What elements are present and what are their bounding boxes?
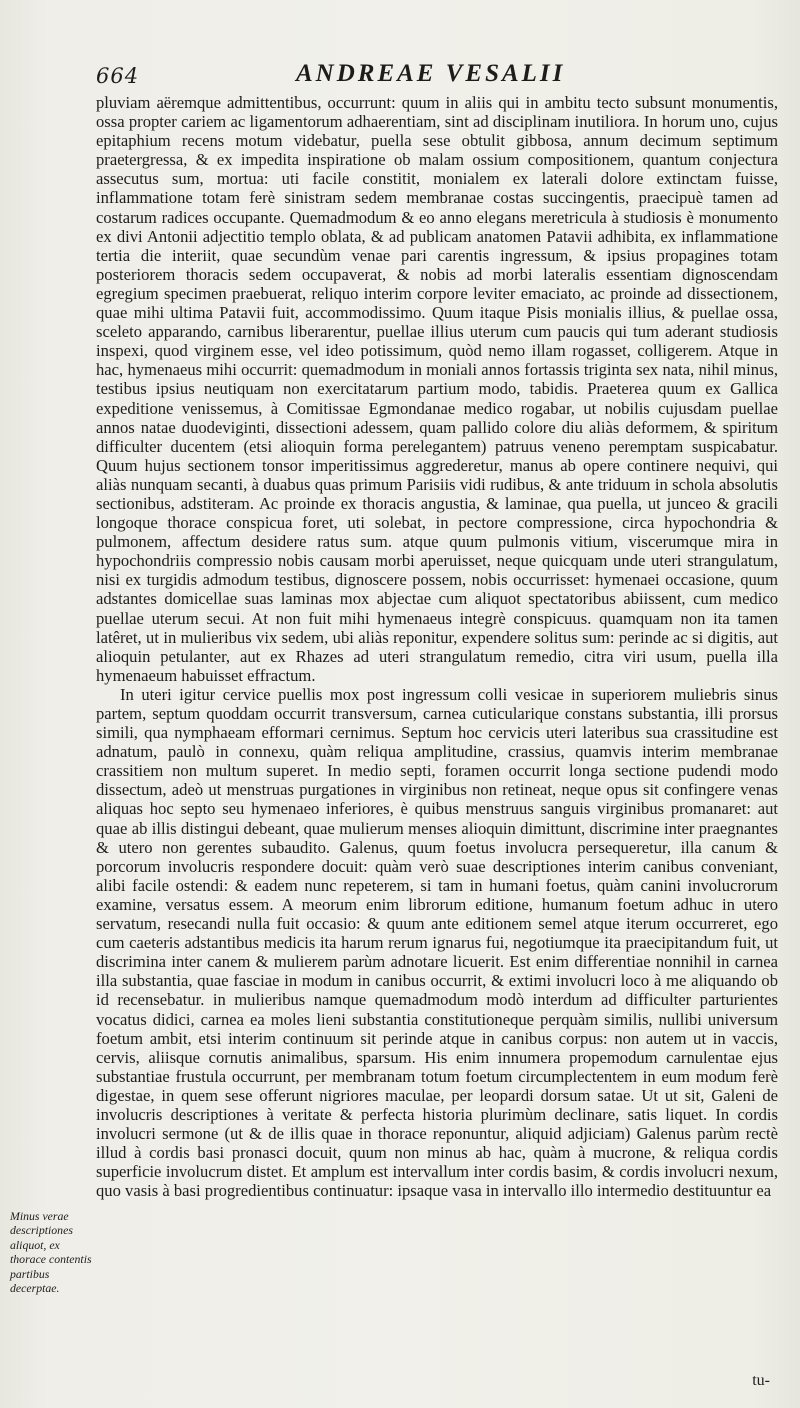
- marginal-note: Minus verae descriptiones aliquot, ex thorace contentis partibus decerptae.: [10, 1209, 92, 1296]
- catchword: tu-: [752, 1372, 770, 1389]
- running-title: ANDREAE VESALII: [296, 60, 566, 87]
- body-text: [96, 93, 778, 1200]
- paragraph-2: In uteri igitur cervice puellis mox post ingressum colli vesicae in superiorem muliebris sinus partem, septum quoddam occurrit transversum, carnea cuticularique constans substantia, illi prorsus simili, qua nymphaeam efformari cernimus. Septum hoc cervicis uteri lateribus sua crassitudine est adnatum, paulò in connexu, quàm reliqua amplitudine, crassius, quamvis interim membranae crassitiem non multum superet. In medio septi, foramen occurrit longa sectione pudendi modo dissectum, adeò ut menstruas purgationes in virginibus non retineat, neque opus sit confingere venas aliquas hoc septo seu hymenaeo inferiores, è quibus menstruus sanguis virginibus promanaret: aut quae ab illis distingui debeant, quae mulierum menses alioquin dimittunt, discrimine inter praegnantes & utero non gerentes subaudito. Galenus, quum foetus involucra persequeretur, illa canum & porcorum involucris respondere docuit: quàm verò suae descriptiones interim canibus conveniant, alibi facile ostendi: & eadem nunc repeterem, si tam in humani foetus, quàm canini involucrorum examine, versatus essem. A meorum enim librorum editione, humanum foetum adhuc in utero servatum, resecandi nulla fuit occasio: & quum ante editionem semel atque iterum occurreret, ego cum caeteris adstantibus medicis ita harum rerum ignarus fui, negotiumque ita praecipitandum fuit, ut discrimina inter canem & mulierem parùm adnotare licuerit. Est enim differentiae nonnihil in carnea illa substantia, quae fasciae in modum in canibus occurrit, & extimi involucri loco à me aliquando ob id recensebatur. in mulieribus namque quemadmodum modò interdum ad difficulter parturientes vocatus didici, carnea ea moles lieni substantia constitutioneque perquàm similis, nullibi universum foetum ambit, etsi interim continuum sit perinde atque in canibus corpus: non autem ut in vaccis, cervis, aliisque cornutis animalibus, sparsum. His enim innumera propemodum carnulentae ejus substantiae frustula occurrunt, per membranam totum foetum circumplectentem in eum modum ferè digestae, in quem sese offerunt nigriores maculae, per leopardi dorsum satae. Ut ut sit, Galeni de involucris descriptiones à veritate & perfecta historia plurimùm declinare, satis liquet. In cordis involucri sermone (ut & de illis quae in thorace reponuntur, aliquid adjiciam) Galenus parùm rectè illud à cordis basi pronasci docuit, quum non minus ab hac, quàm à mucrone, & reliqua cordis superficie involucrum distet. Et amplum est intervallum inter cordis basim, & cordis involucri nexum, quo vasis à basi progredientibus continuatur: ipsaque vasa in intervallo illo intermedio destituuntur ea: [96, 684, 778, 1201]
- page-number: 664: [96, 64, 140, 88]
- paragraph-1: pluviam aëremque admittentibus, occurrunt: quum in aliis qui in ambitu tecto subsunt monumentis, ossa propter cariem ac ligamentorum adhaerentiam, sint ad disciplinam inutiliora. In horum uno, cujus epitaphium recens motum videbatur, puella sese obtulit gibbosa, annum decimum septimum praetergressa, & ex impedita inspiratione ob malam ossium compositionem, quantum conjectura assecutus sum, mortua: uti facile constitit, monialem ex laterali dolore extinctam fuisse, inflammatione totam ferè sinistram sedem membranae costas succingentis, praecipuè tamen ad costarum radices occupante. Quemadmodum & eo anno elegans meretricula à studiosis è monumento ex divi Antonii adjectitio templo oblata, & ad publicam anatomen Patavii adhibita, ex inflammatione tertia die interiit, quae secundùm venae pari carentis ingressum, & ipsius propagines totam posteriorem thoracis sedem occupaverat, & nobis ad morbi lateralis essentiam dignoscendam egregium specimen praebuerat, reliquo interim corpore leviter emaciato, ac proinde ad dissectionem, quae mihi ultima Patavii fuit, accommodissimo. Quum itaque Pisis monialis illius, & puellae ossa, sceleto apparando, carnibus liberarentur, puellae illius uterum cum paucis qui tum aderant studiosis inspexi, quod virginem esse, vel ideo potissimum, quòd nemo illam rogasset, colligerem. Atque in hac, hymenaeus mihi occurrit: quemadmodum in moniali annos fortassis triginta sex nata, nihil minus, testibus ipsius neutiquam non exercitatarum partium modo, tabidis. Praeterea quum ex Gallica expeditione venissemus, à Comitissae Egmondanae medico rogabar, ut nobilis cujusdam puellae annos natae duodeviginti, dissectioni adessem, quam pallido colore diu aliàs deformem, & spiritum difficulter ducentem (etsi alioquin forma perelegantem) patruus veneno peremptam suspicabatur. Quum hujus sectionem tonsor imperitissimus aggrederetur, manus ab opere continere nequivi, qui aliàs nunquam secanti, à duabus quas primum Parisiis vidi rudibus, & ante triduum in schola absolutis sectionibus, adstiteram. Ac proinde ex thoracis angustia, & laminae, qua puella, ut junceo & gracili longoque thorace conspicua foret, uti solebat, in pectore compressione, circa hypochondria & pulmonem, affectum desidere ratus sum. atque quum pulmonis vitium, viscerumque mira in hypochondriis compressio nobis causam morbi aperuisset, neque quicquam unde uteri strangulatum, nisi ex turgidis admodum testibus, dignoscere possem, nobis occurrisset: hymenaei occasione, quum adstantes domicellae suas laminas mox abjectae cum aliquot spectatoribus abiissent, cum medico puellae uterum secui. At non fuit mihi hymenaeus integrè conspicuus. quamquam non ita tamen latêret, ut in mulieribus vix sedem, ubi aliàs reponitur, expendere solitus sum: perinde ac si digitis, aut alioquin petulanter, aut ex Rhazes ad uteri strangulatum remedio, citra viri usum, puella illa hymenaeum habuisset effractum.: [96, 93, 778, 685]
- page-header: [96, 60, 776, 96]
